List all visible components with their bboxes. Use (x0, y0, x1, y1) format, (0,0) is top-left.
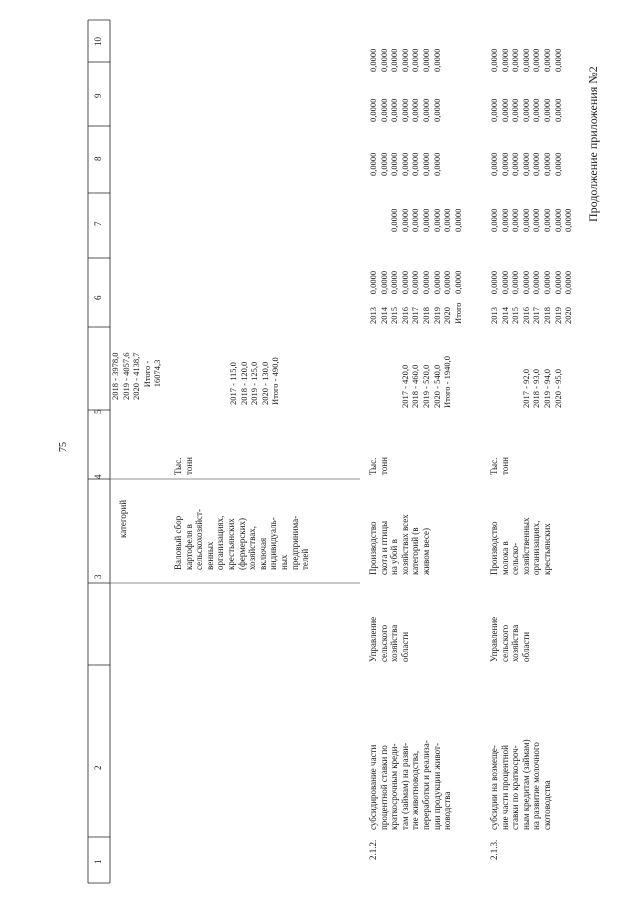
row-funding-col8: 0,0000 0,0000 0,0000 0,0000 0,0000 0,0000 0,0000 (368, 152, 442, 176)
row-funding-years: 2013 0,0000 2014 0,0000 2015 0,0000 2016 0,0000 2017 0,0000 2018 0,0000 2019 0,0000 2020 0,0000 Итого 0,0000 (368, 270, 463, 324)
potato-col4-unit: Тыс. тонн (173, 457, 194, 475)
row-funding-years: 2013 0,0000 2014 0,0000 2015 0,0000 2016 0,0000 2017 0,0000 2018 0,0000 2019 0,0000 2020 0,0000 (489, 270, 574, 324)
column-number-1: 1 (93, 859, 103, 864)
page-number: 75 (58, 442, 69, 452)
row-unit: Тыс. тонн (489, 457, 510, 475)
row-measure-description: субсидирование части процентной ставки по краткосрочным креди- там (займам) на разви- тие животноводства, переработки и реализа- ции продукции живот- новодства (368, 740, 453, 830)
row-unit: Тыс. тонн (368, 457, 389, 475)
column-number-7: 7 (93, 221, 103, 226)
row-number: 2.1.2. (368, 839, 378, 860)
potato-col5-values: 2017 - 115,0 2018 - 120,0 2019 - 125,0 2020 - 130,0 Итого - 490,0 (228, 357, 281, 405)
row-target-values: 2017 - 92,0 2018 - 93,0 2019 - 94,0 2020 - 95,0 (520, 369, 563, 408)
column-number-2: 2 (93, 765, 103, 770)
column-number-5: 5 (93, 409, 103, 414)
column-number-9: 9 (93, 93, 103, 98)
row-indicator: Производство скота и птицы на убой в хозяйствах всех категорий (в живом весе) (368, 514, 431, 575)
column-number-8: 8 (93, 156, 103, 161)
row-indicator: Производство молока в сельско- хозяйственных организациях, крестьянских (489, 517, 552, 575)
continuation-col5-text: 2018 - 3978,0 2019 - 4057,6 2020 - 4138,7 Итого - 16074,3 (110, 352, 163, 400)
row-funding-col10: 0,0000 0,0000 0,0000 0,0000 0,0000 0,0000 0,0000 (368, 48, 442, 72)
row-number: 2.1.3. (489, 839, 499, 860)
potato-col3-indicator: Валовый сбор картофеля в сельскохозяйст- венных организациях, крестьянских (фермерских) хозяйствах, включая индивидуаль- ных предпринима- телей (173, 509, 311, 570)
row-funding-col9: 0,0000 0,0000 0,0000 0,0000 0,0000 0,0000 0,0000 (489, 98, 563, 122)
row-target-values: 2017 - 420,0 2018 - 460,0 2019 - 520,0 2020 - 540,0 Итого - 1940,0 (399, 356, 453, 408)
row-responsible: Управление сельского хозяйства области (368, 616, 410, 662)
row-measure-description: субсидии на возмеще- ние части процентной ставки по краткосроч- ным кредитам (займам) на развитие молочного скотоводства (489, 739, 552, 830)
row-funding-col9: 0,0000 0,0000 0,0000 0,0000 0,0000 0,0000 0,0000 (368, 98, 442, 122)
row-funding-col10: 0,0000 0,0000 0,0000 0,0000 0,0000 0,0000 0,0000 (489, 48, 563, 72)
row-funding-col7: 0,0000 0,0000 0,0000 0,0000 0,0000 0,0000 0,0000 (389, 208, 463, 232)
column-number-10: 10 (93, 37, 103, 46)
appendix-title: Продолжение приложения №2 (586, 66, 600, 222)
column-number-6: 6 (93, 295, 103, 300)
continuation-col3-text: категорий (118, 499, 128, 538)
column-number-3: 3 (93, 574, 103, 579)
row-funding-col8: 0,0000 0,0000 0,0000 0,0000 0,0000 0,0000 0,0000 (489, 152, 563, 176)
row-funding-col7: 0,0000 0,0000 0,0000 0,0000 0,0000 0,0000 0,0000 0,0000 (489, 208, 574, 232)
column-number-4: 4 (93, 474, 103, 479)
row-responsible: Управление сельского хозяйства области (489, 616, 531, 662)
